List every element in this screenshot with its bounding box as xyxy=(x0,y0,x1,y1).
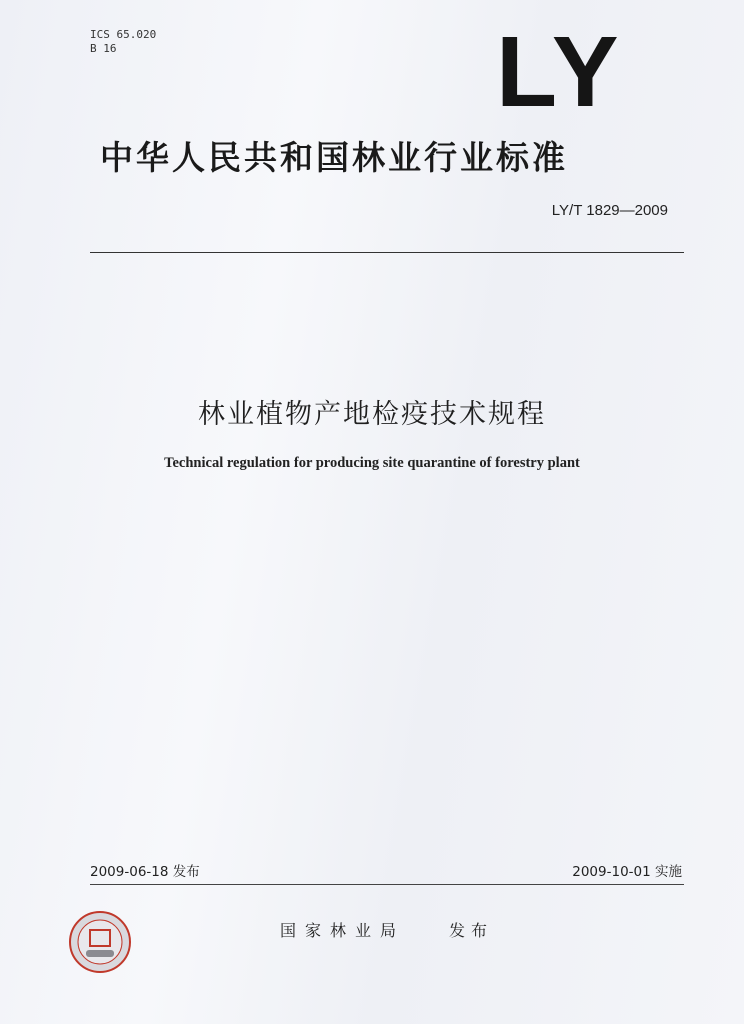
ly-logo: LY xyxy=(496,16,623,128)
standard-title: 中华人民共和国林业行业标准 xyxy=(100,138,568,177)
standard-number: LY/T 1829—2009 xyxy=(551,202,668,219)
publisher-name: 国家林业局 xyxy=(280,921,406,940)
implement-date: 2009-10-01 实施 xyxy=(572,864,682,880)
ccs-code: B 16 xyxy=(90,42,117,55)
document-title-cn: 林业植物产地检疫技术规程 xyxy=(198,399,546,430)
footer-divider xyxy=(90,884,684,885)
classification-codes xyxy=(90,28,156,56)
issue-date: 2009-06-18 发布 xyxy=(90,864,200,880)
ics-code: ICS 65.020 xyxy=(90,28,157,41)
header-divider xyxy=(90,252,684,253)
document-title-en: Technical regulation for producing site quarantine of forestry plant xyxy=(164,455,580,471)
seal-stamp-icon xyxy=(68,910,132,974)
publish-label: 发布 xyxy=(449,921,494,940)
